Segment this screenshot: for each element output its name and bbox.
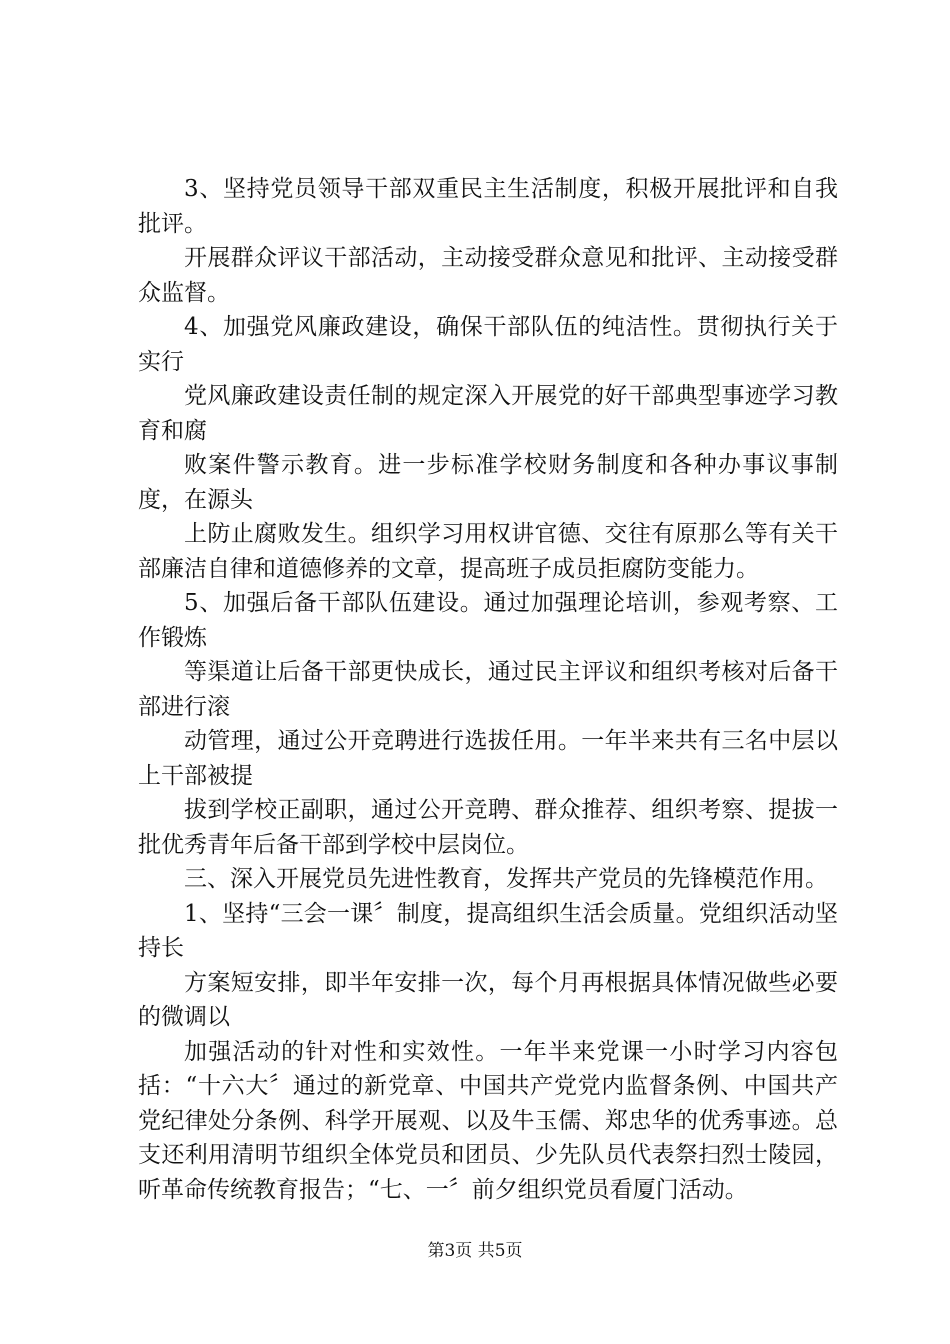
paragraph-12: 1、坚持“三会一课〞制度，提高组织生活会质量。党组织活动坚持长	[138, 900, 838, 961]
document-body	[138, 172, 838, 1207]
paragraph-5: 败案件警示教育。进一步标准学校财务制度和各种办事议事制度，在源头	[138, 452, 838, 513]
paragraph-11: 三、深入开展党员先进性教育，发挥共产党员的先锋模范作用。	[184, 866, 828, 892]
paragraph-4: 党风廉政建设责任制的规定深入开展党的好干部典型事迹学习教育和腐	[138, 383, 838, 444]
paragraph-7: 5、加强后备干部队伍建设。通过加强理论培训，参观考察、工作锻炼	[138, 590, 838, 651]
paragraph-10: 拔到学校正副职，通过公开竞聘、群众推荐、组织考察、提拔一批优秀青年后备干部到学校中层岗位。	[138, 797, 838, 858]
paragraph-3: 4、加强党风廉政建设，确保干部队伍的纯洁性。贯彻执行关于实行	[138, 314, 838, 375]
paragraph-9: 动管理，通过公开竞聘进行选拔任用。一年半来共有三名中层以上干部被提	[138, 728, 838, 789]
page-number-footer: 第3页 共5页	[427, 1241, 523, 1261]
paragraph-14: 加强活动的针对性和实效性。一年半来党课一小时学习内容包括：“十六大〞通过的新党章、中国共产党党内监督条例、中国共产党纪律处分条例、科学开展观、以及牛玉儒、郑忠华的优秀事迹。总支还利用清明节组织全体党员和团员、少先队员代表祭扫烈士陵园，听革命传统教育报告；“七、一〞前夕组织党员看厦门活动。	[138, 1038, 838, 1203]
paragraph-1: 3、坚持党员领导干部双重民主生活制度，积极开展批评和自我批评。	[138, 176, 838, 237]
paragraph-2: 开展群众评议干部活动，主动接受群众意见和批评、主动接受群众监督。	[138, 245, 838, 306]
paragraph-13: 方案短安排，即半年安排一次，每个月再根据具体情况做些必要的微调以	[138, 969, 838, 1030]
paragraph-8: 等渠道让后备干部更快成长，通过民主评议和组织考核对后备干部进行滚	[138, 659, 838, 720]
paragraph-6: 上防止腐败发生。组织学习用权讲官德、交往有原那么等有关干部廉洁自律和道德修养的文章，提高班子成员拒腐防变能力。	[138, 521, 838, 582]
